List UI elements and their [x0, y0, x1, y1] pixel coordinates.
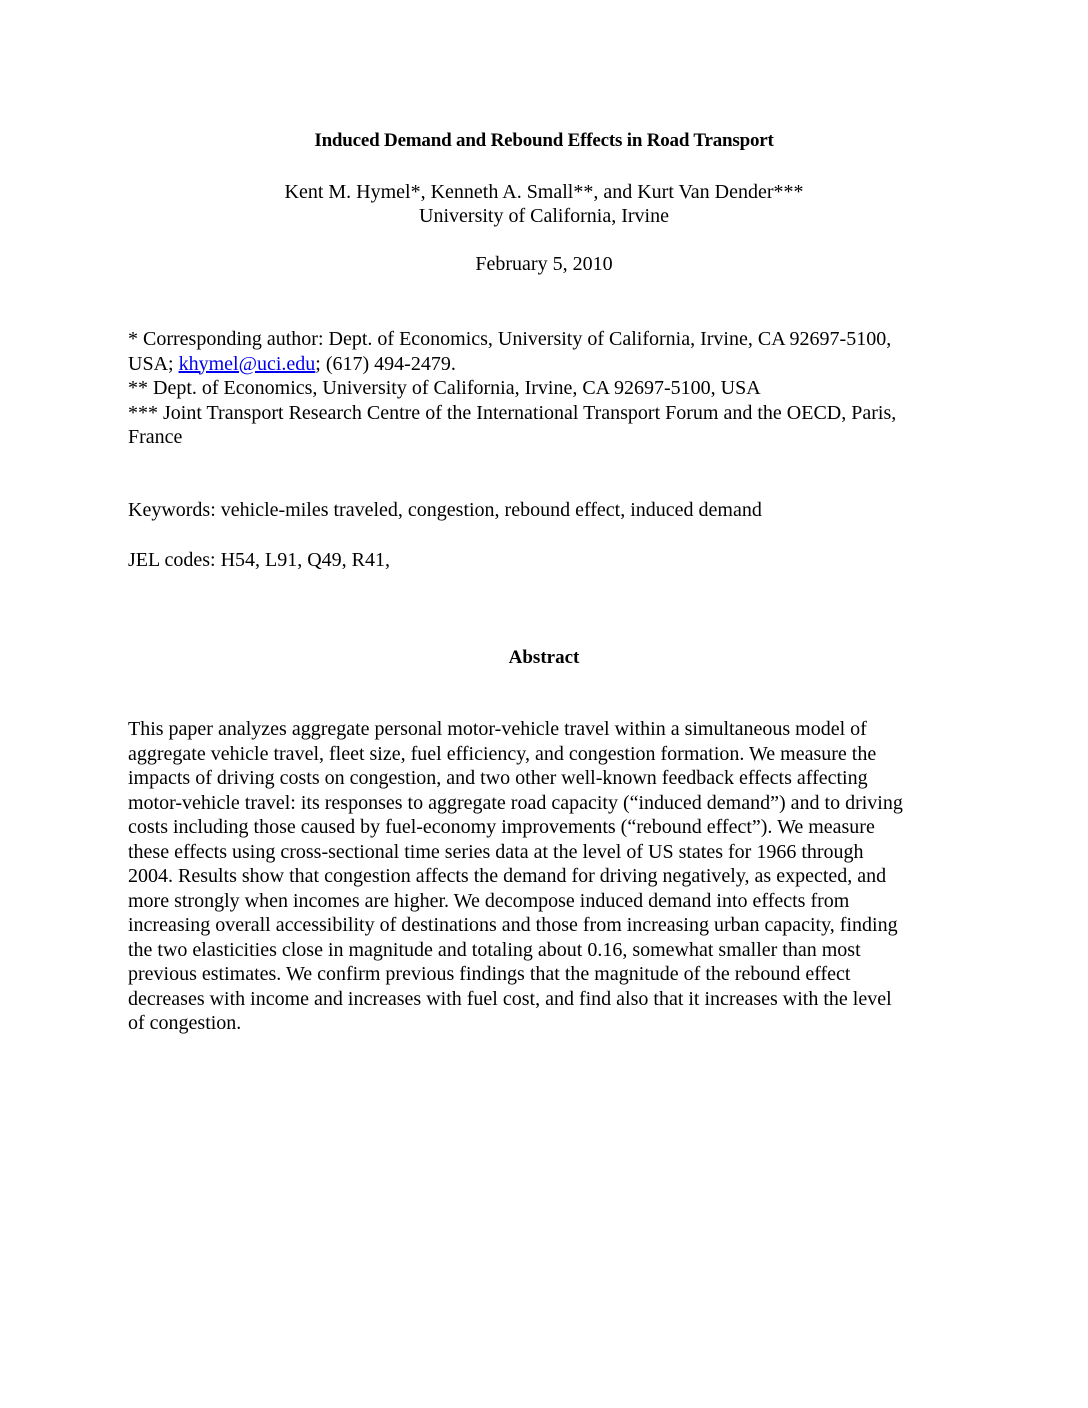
abstract-line: more strongly when incomes are higher. We decompose induced demand into effects from [128, 889, 850, 912]
author-list: Kent M. Hymel*, Kenneth A. Small**, and Kurt Van Dender*** [284, 181, 804, 203]
abstract-line: aggregate vehicle travel, fleet size, fuel efficiency, and congestion formation. We measure the [128, 742, 877, 765]
second-author-affiliation: ** Dept. of Economics, University of California, Irvine, CA 92697-5100, USA [128, 377, 761, 399]
keywords: Keywords: vehicle-miles traveled, congestion, rebound effect, induced demand [128, 499, 762, 521]
third-author-affiliation-line-2: France [128, 426, 183, 448]
abstract-line: these effects using cross-sectional time series data at the level of US states for 1966 through [128, 840, 864, 863]
abstract-line: of congestion. [128, 1012, 242, 1034]
abstract-line: previous estimates. We confirm previous findings that the magnitude of the rebound effect [128, 963, 851, 985]
jel-codes: JEL codes: H54, L91, Q49, R41, [128, 549, 391, 571]
abstract-line: costs including those caused by fuel-economy improvements (“rebound effect”). We measure [128, 816, 875, 838]
corresponding-author-line-2 [128, 352, 968, 377]
abstract-line: decreases with income and increases with fuel cost, and find also that it increases with the level [128, 987, 892, 1010]
paper-title: Induced Demand and Rebound Effects in Road Transport [314, 130, 774, 151]
corresponding-prefix: USA; [128, 352, 179, 375]
paper-date: February 5, 2010 [475, 253, 613, 275]
email-link[interactable]: khymel@uci.edu [178, 352, 316, 375]
abstract-body [128, 717, 968, 1036]
phone-number: ; (617) 494-2479. [315, 352, 456, 375]
affiliation: University of California, Irvine [419, 205, 669, 227]
abstract-line: 2004. Results show that congestion affects the demand for driving negatively, as expected, and [128, 865, 887, 887]
abstract-line: increasing overall accessibility of destinations and those from increasing urban capacity, finding [128, 914, 898, 936]
third-author-affiliation-line-1: *** Joint Transport Research Centre of the International Transport Forum and the OECD, Paris, [128, 401, 897, 424]
abstract-heading: Abstract [508, 647, 580, 668]
abstract-line: This paper analyzes aggregate personal motor-vehicle travel within a simultaneous model of [128, 718, 867, 740]
abstract-line: impacts of driving costs on congestion, and two other well-known feedback effects affecting [128, 767, 868, 789]
abstract-line: the two elasticities close in magnitude and totaling about 0.16, somewhat smaller than most [128, 938, 861, 961]
abstract-line: motor-vehicle travel: its responses to aggregate road capacity (“induced demand”) and to driving [128, 791, 903, 814]
author-footnotes [128, 327, 968, 450]
corresponding-author-line-1: * Corresponding author: Dept. of Economics, University of California, Irvine, CA 92697-5100, [128, 328, 892, 350]
